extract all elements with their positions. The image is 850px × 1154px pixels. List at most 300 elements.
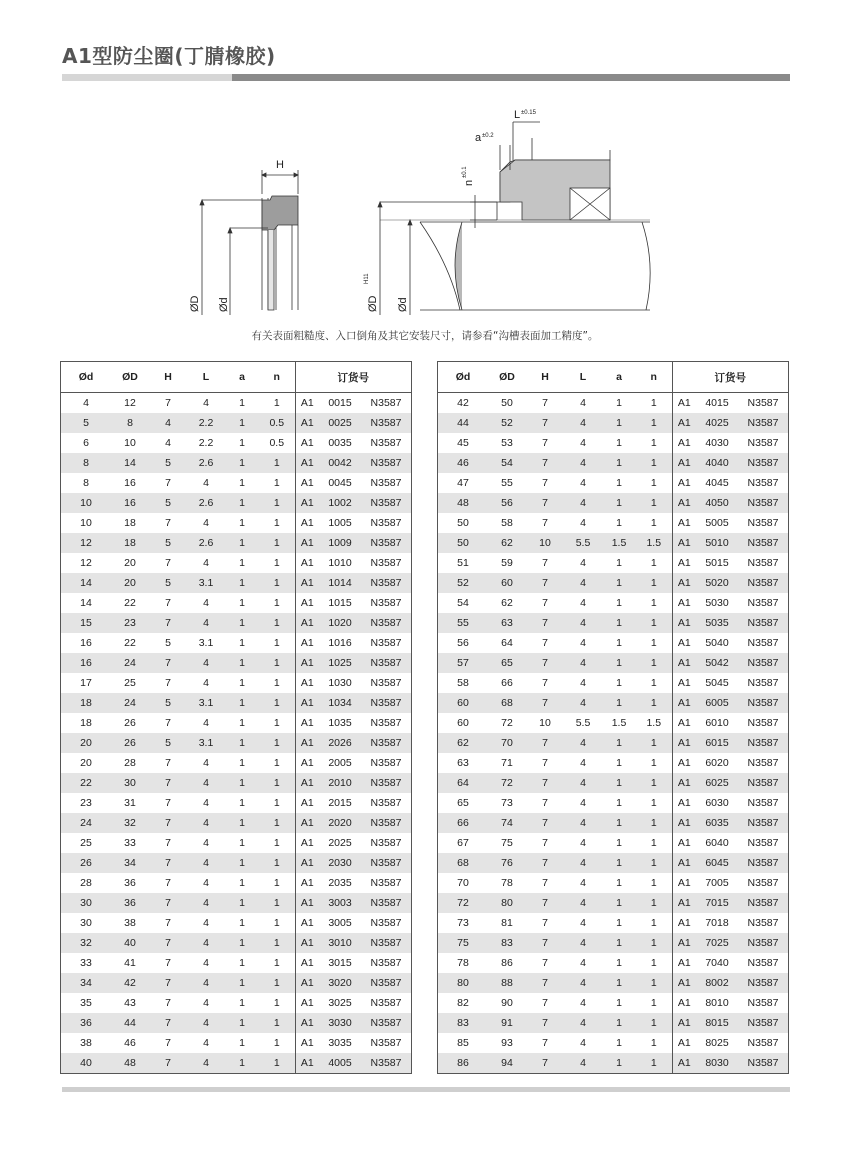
table-cell: 1005 bbox=[328, 517, 352, 529]
table-row bbox=[438, 513, 788, 533]
table-cell: 28 bbox=[80, 877, 92, 889]
table-cell: 6040 bbox=[705, 837, 729, 849]
table-cell: 44 bbox=[438, 413, 488, 433]
table-cell: 0015 bbox=[328, 397, 352, 409]
table-cell: 70 bbox=[488, 733, 526, 753]
table-cell: 22 bbox=[124, 597, 136, 609]
table-cell: 1 bbox=[616, 997, 622, 1009]
table-cell: 1 bbox=[602, 853, 636, 873]
table-cell: 43 bbox=[124, 997, 136, 1009]
size-table-left bbox=[60, 361, 412, 1074]
table-row bbox=[438, 1053, 788, 1073]
table-cell: 4 bbox=[564, 893, 602, 913]
column-header: ØD bbox=[488, 362, 526, 393]
table-cell: A1 bbox=[295, 813, 319, 833]
table-cell: 26 bbox=[124, 717, 136, 729]
table-cell: 4 bbox=[203, 1037, 209, 1049]
table-cell: 4 bbox=[564, 813, 602, 833]
table-cell: 4 bbox=[203, 917, 209, 929]
table-cell: 4 bbox=[203, 997, 209, 1009]
table-cell: 60 bbox=[457, 717, 469, 729]
table-cell: 1 bbox=[602, 893, 636, 913]
table-cell: 1 bbox=[273, 957, 280, 969]
table-cell: 6030 bbox=[705, 797, 729, 809]
table-cell: 7 bbox=[542, 477, 548, 489]
table-cell: 7 bbox=[542, 797, 548, 809]
table-cell: 4 bbox=[564, 1013, 602, 1033]
table-cell: 7 bbox=[542, 997, 548, 1009]
table-row bbox=[438, 633, 788, 653]
table-cell: 1 bbox=[602, 613, 636, 633]
table-cell: 7 bbox=[149, 973, 187, 993]
table-cell: 4 bbox=[564, 773, 602, 793]
table-cell: 7025 bbox=[696, 933, 738, 953]
table-cell: 5.5 bbox=[564, 533, 602, 553]
table-cell: 1 bbox=[273, 397, 280, 409]
table-cell: 1 bbox=[225, 733, 259, 753]
table-cell: 86 bbox=[438, 1053, 488, 1073]
table-cell: 4 bbox=[187, 1053, 225, 1073]
table-row bbox=[61, 713, 411, 733]
table-cell: 7 bbox=[165, 677, 171, 689]
table-cell: 7 bbox=[526, 693, 564, 713]
table-cell: 4 bbox=[580, 517, 586, 529]
table-cell: 7 bbox=[542, 677, 548, 689]
table-cell: 10 bbox=[80, 517, 92, 529]
table-cell: 1 bbox=[273, 677, 280, 689]
table-cell: 6015 bbox=[696, 733, 738, 753]
table-cell: 4 bbox=[564, 693, 602, 713]
table-cell: 8010 bbox=[705, 997, 729, 1009]
table-cell: 1 bbox=[225, 573, 259, 593]
table-cell: A1 bbox=[672, 1033, 696, 1053]
table-cell: 34 bbox=[61, 973, 111, 993]
table-cell: 56 bbox=[457, 637, 469, 649]
table-cell: 7 bbox=[165, 797, 171, 809]
table-cell: 4 bbox=[580, 637, 586, 649]
table-cell: A1 bbox=[295, 793, 319, 813]
table-cell: 4 bbox=[203, 877, 209, 889]
column-header: L bbox=[564, 362, 602, 393]
label-a-sup: ±0.2 bbox=[482, 133, 494, 139]
table-cell: 1 bbox=[616, 637, 622, 649]
table-cell: 23 bbox=[111, 613, 149, 633]
table-cell: 67 bbox=[457, 837, 469, 849]
table-cell: 1 bbox=[239, 997, 245, 1009]
table-cell: N3587 bbox=[370, 1037, 402, 1049]
table-cell: 5 bbox=[61, 413, 111, 433]
table-cell: 46 bbox=[124, 1037, 136, 1049]
table-cell: 1 bbox=[616, 597, 622, 609]
table-cell: 1 bbox=[616, 837, 622, 849]
table-cell: A1 bbox=[672, 593, 696, 613]
table-cell: 91 bbox=[488, 1013, 526, 1033]
table-cell: 4 bbox=[564, 573, 602, 593]
table-cell: 35 bbox=[80, 997, 92, 1009]
table-cell: A1 bbox=[295, 773, 319, 793]
table-cell: 1015 bbox=[328, 597, 352, 609]
table-cell: A1 bbox=[295, 753, 319, 773]
table-cell: N3587 bbox=[738, 693, 788, 713]
table-cell: 53 bbox=[501, 437, 513, 449]
table-cell: 70 bbox=[457, 877, 469, 889]
table-cell: 50 bbox=[438, 533, 488, 553]
table-cell: 26 bbox=[111, 733, 149, 753]
table-cell: 4 bbox=[203, 517, 209, 529]
table-cell: 64 bbox=[501, 637, 513, 649]
table-cell: 3.1 bbox=[187, 733, 225, 753]
title-underline bbox=[62, 74, 790, 81]
table-cell: 3.1 bbox=[198, 637, 214, 649]
table-cell: 1 bbox=[636, 1053, 672, 1073]
table-cell: 4 bbox=[203, 477, 209, 489]
table-cell: 1 bbox=[259, 893, 295, 913]
table-cell: A1 bbox=[672, 393, 696, 414]
table-cell: 7 bbox=[542, 1037, 548, 1049]
column-header: Ød bbox=[61, 362, 111, 393]
table-cell: N3587 bbox=[738, 613, 788, 633]
table-cell: 4 bbox=[580, 557, 586, 569]
table-cell: 1 bbox=[259, 453, 295, 473]
table-cell: 1 bbox=[636, 813, 672, 833]
table-cell: N3587 bbox=[747, 917, 779, 929]
table-row bbox=[61, 533, 411, 553]
table-cell: 7 bbox=[165, 917, 171, 929]
table-cell: 38 bbox=[80, 1037, 92, 1049]
table-cell: 5.5 bbox=[575, 717, 591, 729]
column-header: Ød bbox=[438, 362, 488, 393]
table-row bbox=[438, 813, 788, 833]
table-cell: 4 bbox=[564, 653, 602, 673]
table-cell: A1 bbox=[295, 573, 319, 593]
table-cell: 1 bbox=[616, 1037, 622, 1049]
table-cell: N3587 bbox=[361, 933, 411, 953]
table-cell: N3587 bbox=[738, 893, 788, 913]
table-cell: 1 bbox=[650, 957, 657, 969]
table-cell: 42 bbox=[111, 973, 149, 993]
table-cell: 7 bbox=[165, 757, 171, 769]
table-cell: 5 bbox=[149, 693, 187, 713]
table-cell: 4 bbox=[580, 437, 586, 449]
table-cell: 7 bbox=[526, 773, 564, 793]
table-cell: 64 bbox=[438, 773, 488, 793]
table-cell: 7 bbox=[526, 1053, 564, 1073]
table-cell: 4 bbox=[187, 813, 225, 833]
table-cell: 24 bbox=[111, 693, 149, 713]
column-header: a bbox=[225, 362, 259, 393]
table-cell: 1 bbox=[225, 893, 259, 913]
table-cell: 4 bbox=[580, 397, 586, 409]
table-cell: 5 bbox=[149, 493, 187, 513]
table-cell: 10 bbox=[124, 437, 136, 449]
table-cell: 1 bbox=[239, 917, 245, 929]
table-cell: 0042 bbox=[319, 453, 361, 473]
column-header: n bbox=[259, 362, 295, 393]
page-title: A1型防尘圈(丁腈橡胶) bbox=[62, 44, 276, 68]
table-row bbox=[438, 933, 788, 953]
table-cell: A1 bbox=[295, 613, 319, 633]
table-cell: A1 bbox=[672, 913, 696, 933]
table-cell: A1 bbox=[295, 533, 319, 553]
table-cell: 7 bbox=[526, 493, 564, 513]
table-cell: A1 bbox=[295, 393, 319, 414]
table-cell: 4 bbox=[187, 893, 225, 913]
table-cell: 1 bbox=[602, 733, 636, 753]
table-cell: 1 bbox=[602, 773, 636, 793]
table-cell: 18 bbox=[61, 693, 111, 713]
table-cell: 32 bbox=[111, 813, 149, 833]
table-cell: 4 bbox=[187, 773, 225, 793]
table-cell: 7 bbox=[165, 997, 171, 1009]
table-row bbox=[438, 673, 788, 693]
table-cell: N3587 bbox=[361, 813, 411, 833]
table-cell: 4 bbox=[580, 837, 586, 849]
table-cell: N3587 bbox=[747, 597, 779, 609]
table-cell: 41 bbox=[124, 957, 136, 969]
table-cell: 30 bbox=[61, 893, 111, 913]
table-cell: A1 bbox=[672, 733, 696, 753]
table-cell: 20 bbox=[111, 573, 149, 593]
table-cell: 23 bbox=[80, 797, 92, 809]
table-cell: 28 bbox=[124, 757, 136, 769]
table-cell: 7 bbox=[526, 1013, 564, 1033]
table-cell: 4 bbox=[187, 973, 225, 993]
table-row bbox=[61, 413, 411, 433]
label-d2: Ød bbox=[397, 297, 409, 312]
table-cell: 6005 bbox=[696, 693, 738, 713]
table-cell: N3587 bbox=[738, 813, 788, 833]
table-cell: N3587 bbox=[738, 413, 788, 433]
table-row bbox=[438, 613, 788, 633]
table-row bbox=[438, 733, 788, 753]
table-cell: N3587 bbox=[747, 637, 779, 649]
table-cell: N3587 bbox=[738, 453, 788, 473]
table-cell: 1 bbox=[239, 957, 245, 969]
table-cell: 1 bbox=[616, 517, 622, 529]
table-cell: 2010 bbox=[319, 773, 361, 793]
table-cell: 4 bbox=[580, 1037, 586, 1049]
table-cell: N3587 bbox=[370, 997, 402, 1009]
table-cell: N3587 bbox=[738, 653, 788, 673]
table-cell: 4 bbox=[580, 917, 586, 929]
table-cell: A1 bbox=[295, 413, 319, 433]
table-cell: 1 bbox=[650, 917, 657, 929]
table-cell: 4015 bbox=[705, 397, 729, 409]
table-cell: 55 bbox=[438, 613, 488, 633]
table-cell: 7040 bbox=[705, 957, 729, 969]
table-cell: 2.6 bbox=[187, 533, 225, 553]
table-cell: A1 bbox=[295, 853, 319, 873]
table-cell: 7 bbox=[526, 453, 564, 473]
footer-bar bbox=[62, 1087, 790, 1092]
table-cell: 3020 bbox=[319, 973, 361, 993]
table-row bbox=[61, 673, 411, 693]
table-cell: N3587 bbox=[738, 973, 788, 993]
table-cell: 83 bbox=[438, 1013, 488, 1033]
table-cell: A1 bbox=[672, 933, 696, 953]
table-cell: 1 bbox=[636, 933, 672, 953]
table-cell: 7 bbox=[149, 813, 187, 833]
table-cell: 4025 bbox=[696, 413, 738, 433]
table-row bbox=[438, 893, 788, 913]
table-cell: 14 bbox=[61, 573, 111, 593]
table-cell: A1 bbox=[672, 993, 696, 1013]
table-cell: 54 bbox=[457, 597, 469, 609]
table-cell: 5010 bbox=[696, 533, 738, 553]
table-cell: 1034 bbox=[319, 693, 361, 713]
table-cell: 4 bbox=[564, 413, 602, 433]
table-cell: 7 bbox=[542, 917, 548, 929]
table-cell: 4 bbox=[564, 733, 602, 753]
table-cell: 1 bbox=[239, 757, 245, 769]
table-cell: 1 bbox=[259, 853, 295, 873]
table-cell: A1 bbox=[295, 953, 319, 973]
table-cell: 0.5 bbox=[259, 413, 295, 433]
table-cell: 25 bbox=[80, 837, 92, 849]
table-cell: 1 bbox=[273, 917, 280, 929]
table-cell: 5040 bbox=[705, 637, 729, 649]
table-row bbox=[61, 633, 411, 653]
table-cell: 1 bbox=[616, 917, 622, 929]
table-cell: 12 bbox=[61, 533, 111, 553]
table-cell: 8 bbox=[111, 413, 149, 433]
table-cell: 1.5 bbox=[636, 533, 672, 553]
table-row bbox=[61, 493, 411, 513]
table-cell: 5030 bbox=[705, 597, 729, 609]
table-cell: 2015 bbox=[328, 797, 352, 809]
table-cell: 3035 bbox=[328, 1037, 352, 1049]
table-cell: 6045 bbox=[696, 853, 738, 873]
table-cell: 7 bbox=[526, 653, 564, 673]
table-cell: 4 bbox=[83, 397, 89, 409]
table-cell: 1 bbox=[650, 757, 657, 769]
table-cell: 4 bbox=[580, 957, 586, 969]
table-cell: A1 bbox=[672, 713, 696, 733]
table-cell: 7 bbox=[526, 413, 564, 433]
table-cell: 8025 bbox=[705, 1037, 729, 1049]
table-cell: A1 bbox=[295, 653, 319, 673]
table-cell: 1 bbox=[636, 693, 672, 713]
table-cell: 5045 bbox=[705, 677, 729, 689]
table-cell: N3587 bbox=[738, 533, 788, 553]
table-cell: N3587 bbox=[738, 733, 788, 753]
column-header: H bbox=[149, 362, 187, 393]
table-cell: 7 bbox=[542, 517, 548, 529]
table-row bbox=[61, 913, 411, 933]
label-L: L bbox=[514, 109, 521, 121]
table-cell: 4 bbox=[203, 757, 209, 769]
table-cell: 0025 bbox=[319, 413, 361, 433]
table-cell: 1 bbox=[636, 733, 672, 753]
table-cell: 1 bbox=[273, 637, 280, 649]
table-cell: A1 bbox=[295, 473, 319, 493]
table-cell: N3587 bbox=[370, 877, 402, 889]
table-cell: 1 bbox=[616, 797, 622, 809]
table-cell: 63 bbox=[488, 613, 526, 633]
table-row bbox=[438, 473, 788, 493]
table-cell: 1.5 bbox=[602, 533, 636, 553]
table-cell: N3587 bbox=[370, 757, 402, 769]
table-row bbox=[61, 873, 411, 893]
table-cell: 75 bbox=[438, 933, 488, 953]
table-row bbox=[61, 1033, 411, 1053]
table-cell: 7 bbox=[542, 437, 548, 449]
table-cell: N3587 bbox=[370, 837, 402, 849]
table-cell: 1 bbox=[650, 797, 657, 809]
table-cell: 60 bbox=[438, 693, 488, 713]
table-cell: 1 bbox=[650, 877, 657, 889]
table-row bbox=[61, 513, 411, 533]
table-cell: 3005 bbox=[328, 917, 352, 929]
table-cell: N3587 bbox=[747, 677, 779, 689]
table-row bbox=[61, 733, 411, 753]
table-row bbox=[438, 853, 788, 873]
table-cell: 4 bbox=[187, 933, 225, 953]
table-cell: A1 bbox=[672, 613, 696, 633]
table-cell: 8002 bbox=[696, 973, 738, 993]
table-cell: 30 bbox=[111, 773, 149, 793]
table-cell: A1 bbox=[672, 833, 696, 853]
table-cell: 72 bbox=[488, 773, 526, 793]
table-cell: 2026 bbox=[319, 733, 361, 753]
table-cell: 4 bbox=[564, 853, 602, 873]
table-cell: 1 bbox=[616, 757, 622, 769]
table-cell: 0045 bbox=[328, 477, 352, 489]
table-cell: 1 bbox=[259, 533, 295, 553]
table-cell: 1 bbox=[273, 717, 280, 729]
table-cell: 1 bbox=[259, 1013, 295, 1033]
table-cell: A1 bbox=[295, 873, 319, 893]
table-cell: N3587 bbox=[361, 773, 411, 793]
column-header: a bbox=[602, 362, 636, 393]
table-cell: N3587 bbox=[747, 477, 779, 489]
table-cell: N3587 bbox=[747, 877, 779, 889]
table-cell: 1 bbox=[239, 517, 245, 529]
table-cell: 8 bbox=[61, 453, 111, 473]
table-cell: 40 bbox=[61, 1053, 111, 1073]
table-cell: 1 bbox=[636, 893, 672, 913]
column-header: 订货号 bbox=[672, 362, 788, 393]
table-row bbox=[61, 893, 411, 913]
table-cell: 6035 bbox=[696, 813, 738, 833]
table-row bbox=[61, 593, 411, 613]
table-cell: 6 bbox=[83, 437, 89, 449]
table-cell: 80 bbox=[488, 893, 526, 913]
table-cell: 48 bbox=[438, 493, 488, 513]
table-cell: 56 bbox=[488, 493, 526, 513]
size-table-right bbox=[437, 361, 789, 1074]
table-cell: 1 bbox=[239, 1037, 245, 1049]
table-cell: 4030 bbox=[705, 437, 729, 449]
table-cell: 7 bbox=[542, 837, 548, 849]
label-d1: Ød bbox=[218, 297, 230, 312]
table-cell: 1 bbox=[616, 677, 622, 689]
table-row bbox=[61, 453, 411, 473]
table-cell: 5 bbox=[149, 453, 187, 473]
table-cell: 1 bbox=[259, 813, 295, 833]
table-cell: 7 bbox=[526, 853, 564, 873]
table-cell: N3587 bbox=[738, 933, 788, 953]
table-cell: 78 bbox=[457, 957, 469, 969]
table-cell: 1 bbox=[225, 613, 259, 633]
table-cell: 33 bbox=[124, 837, 136, 849]
table-row bbox=[61, 653, 411, 673]
table-cell: A1 bbox=[672, 1013, 696, 1033]
table-cell: 1 bbox=[259, 773, 295, 793]
table-cell: 50 bbox=[457, 517, 469, 529]
table-cell: 36 bbox=[124, 877, 136, 889]
table-cell: A1 bbox=[672, 973, 696, 993]
